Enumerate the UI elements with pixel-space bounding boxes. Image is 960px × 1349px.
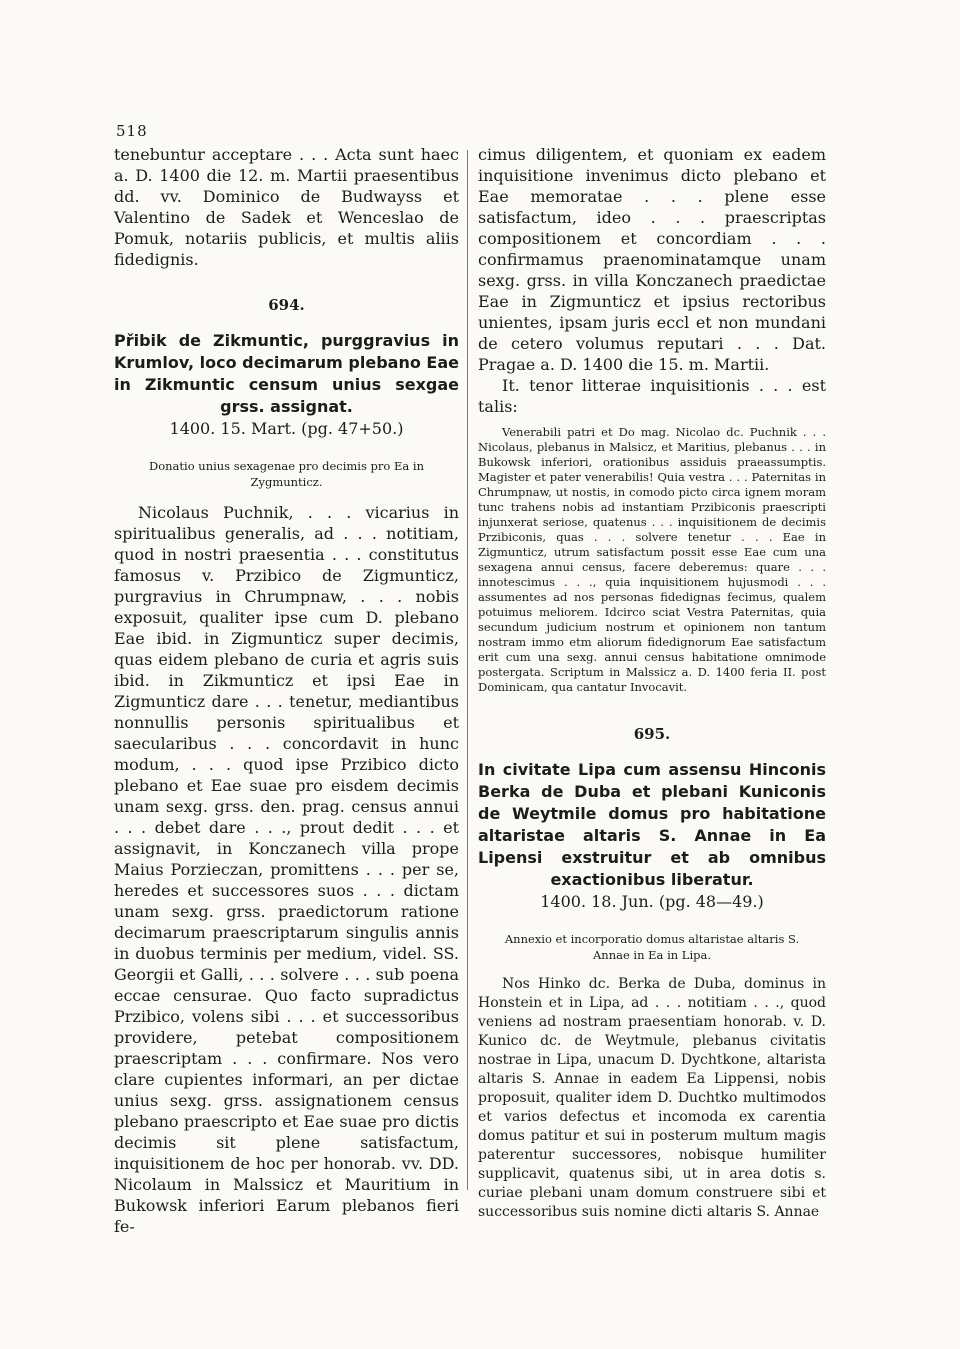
continuation-paragraph: cimus diligentem, et quoniam ex eadem inquisitione invenimus dicto plebano et Eae memoratae . . . plene esse satisfactum, ideo . . . praescriptas compositionem et concordiam . . . confirmamus praenominatamque unam sexg. grss. in villa Konczanech praedictae Eae in Zigmunticz et ipsius rectoribus unientes, ipsam juris eccl et non mundani de cetero volumus reputari . . . Dat. Pragae a. D. 1400 die 15. m. Martii.	[478, 145, 826, 374]
document-regest-694: Donatio unius sexagenae pro decimis pro Ea in Zygmunticz.	[149, 459, 424, 489]
inquisition-letter: Venerabili patri et Do mag. Nicolao dc. Puchnik . . . Nicolaus, plebanus in Malsicz, et Maritius, plebanus . . . in Bukowsk inferiori, orationibus assiduis praeassumptis. Magister et pater venerabilis! Quia vestra . . . Paternitas in Chrumpnaw, ut nostis, in comodo picto circa ignem moram tunc trahens nobis ad instantiam Przibiconis praescripti injunxerat seriose, quatenus . . . inquisitionem de decimis Przibiconis, quas . . . solvere tenetur . . . Eae in Zigmunticz, utrum satisfactum possit esse Eae cum una sexagena annui census, facere deberemus: quare . . . innotescimus . . ., quia inquisitionem hujusmodi . . . assumentes ad nos personas fidedignas fecimus, qualem potuimus meliorem. Idcirco sciat Vestra Paternitas, quia secundum judicium nostrum et opinionem non tantum nostram immo etm aliorum fidedignorum Eae satisfactum erit cum una sexg. annui census habitatione omnimode postergata. Scriptum in Malssicz a. D. 1400 feria II. post Dominicam, qua cantatur Invocavit.	[478, 425, 826, 694]
document-date-694: 1400. 15. Mart. (pg. 47+50.)	[169, 419, 404, 438]
document-body-694: Nicolaus Puchnik, . . . vicarius in spiritualibus generalis, ad . . . notitiam, quod in nostri praesentia . . . constitutus famosus v. Przibico de Zigmunticz, purgravius in Chrumpnaw, . . . nobis exposuit, qualiter ipse cum D. plebano Eae ibid. in Zigmunticz super decimis, quas eidem plebano de curia et agris suis ibid. in Zikmunticz et ipsi Eae in Zigmunticz dare . . . tenetur, mediantibus nonnullis personis spiritualibus et saecularibus . . . concordavit in hunc modum, . . . quod ipse Przibico dicto plebano et Eae suae pro eisdem decimis unam sexg. grss. den. prag. census annui . . . debet dare . . ., prout dedit . . . et assignavit, in Konczanech villa prope Maius Porzieczan, promittens . . . per se, heredes et successores suos . . . dictam unam sexg. grss. praedictorum ratione decimarum praescriptarum singulis annis in duobus terminis per medium, videl. SS. Georgii et Galli, . . . solvere . . . sub poena eccae censurae. Quo facto supradictus Przibico, volens sibi . . . et successoribus providere, petebat compositionem praescriptam . . . confirmare. Nos vero clare cupientes informari, an per dictae unius sexg. grss. assignationem census plebano praescripto et Eae suae pro dictis decimis sit plene satisfactum, inquisitionem de hoc per honorab. vv. DD. Nicolaum in Malssicz et Mauritium in Bukowsk inferiori Earum plebanos fieri fe-	[114, 503, 459, 1236]
tenor-line: It. tenor litterae inquisitionis . . . est talis:	[478, 376, 826, 416]
document-number-695: 695.	[633, 725, 671, 743]
document-body-695: Nos Hinko dc. Berka de Duba, dominus in Honstein et in Lipa, ad . . . notitiam . . ., quod veniens ad nostram praesentiam honorab. v. D. Kunico dc. de Weytmule, plebanus civitatis nostrae in Lipa, unacum D. Dychtkone, altarista altaris S. Annae in eadem Ea Lippensi, nobis proposuit, qualiter idem D. Duchtko multimodos et varios defectus et incomoda ex carentia domus patitur et sui in posterum multum magis paterentur successores, nobisque humiliter supplicavit, quatenus sibi, ut in area dotis s. curiae plebani unam domum construere sibi et successoribus suis nomine dicti altaris S. Annae	[478, 976, 826, 1220]
document-title-694: Přibik de Zikmuntic, purggravius in Krumlov, loco decimarum plebano Eae in Zikmuntic censum unius sexgae grss. assignat.	[114, 331, 459, 416]
document-number-694: 694.	[268, 296, 305, 314]
left-column	[114, 144, 459, 1237]
document-date-695: 1400. 18. Jun. (pg. 48—49.)	[540, 892, 764, 911]
right-column	[478, 144, 826, 1222]
document-regest-695: Annexio et incorporatio domus altaristae altaris S. Annae in Ea in Lipa.	[504, 932, 800, 962]
opening-paragraph: tenebuntur acceptare . . . Acta sunt haec a. D. 1400 die 12. m. Martii praesentibus dd. vv. Dominico de Budwayss et Valentino de Sadek et Wenceslao de Pomuk, notariis publicis, et multis aliis fidedignis.	[114, 145, 459, 269]
page-number: 518	[116, 122, 148, 140]
document-title-695: In civitate Lipa cum assensu Hinconis Berka de Duba et plebani Kuniconis de Weytmile domus pro habitatione altaristae altaris S. Annae in Ea Lipensi exstruitur et ab omnibus exactionibus liberatur.	[478, 760, 826, 889]
column-divider	[467, 150, 468, 1190]
